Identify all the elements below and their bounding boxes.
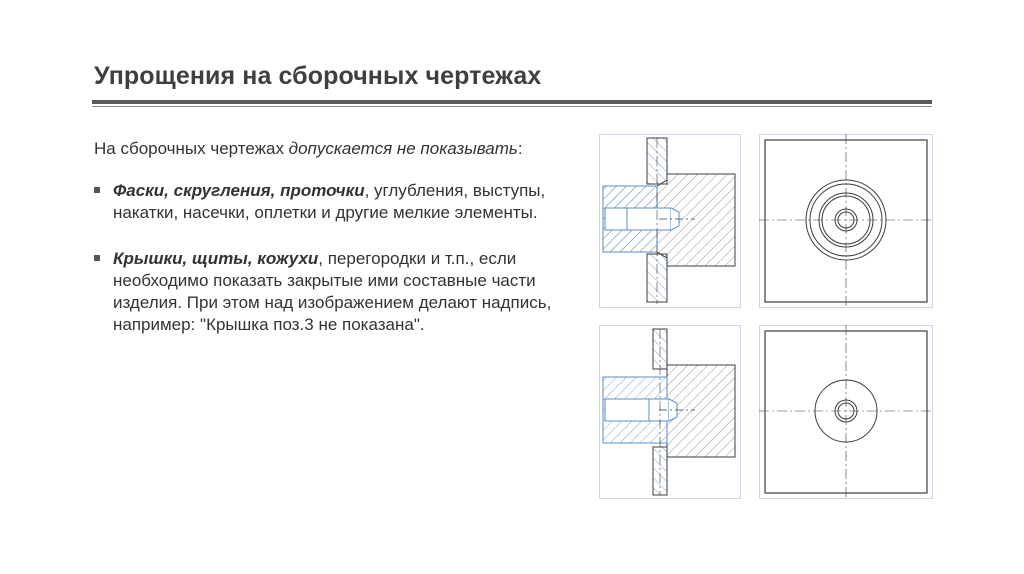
body-text	[94, 138, 564, 360]
title-rule-thick	[92, 100, 932, 104]
bullet-square-icon	[94, 255, 100, 261]
bullet-square-icon	[94, 187, 100, 193]
bullet-item-2	[94, 248, 564, 336]
bullet-2-rest: , перегородки и т.п., если необходимо показать закрытые ими составные части изделия. При этом над изображением делают надпись, например: "Крышка поз.3 не показана".	[113, 249, 552, 334]
bullet-2-lead: Крышки, щиты, кожухи	[113, 249, 319, 268]
bullet-1-lead: Фаски, скругления, проточки	[113, 181, 365, 200]
bullet-1-rest: , углубления, выступы, накатки, насечки, оплетки и другие мелкие элементы.	[113, 181, 546, 222]
intro-prefix: На сборочных чертежах	[94, 139, 289, 158]
section-drawing-detailed	[599, 134, 741, 308]
title-rule-thin	[92, 106, 932, 107]
end-view-simplified	[759, 325, 933, 499]
section-drawing-simplified	[599, 325, 741, 499]
slide-title: Упрощения на сборочных чертежах	[94, 62, 542, 90]
end-view-detailed	[759, 134, 933, 308]
intro-suffix: :	[517, 139, 523, 158]
intro-paragraph	[94, 138, 564, 160]
bullet-item-1	[94, 180, 564, 224]
intro-emphasis: допускается не показывать	[288, 139, 518, 158]
